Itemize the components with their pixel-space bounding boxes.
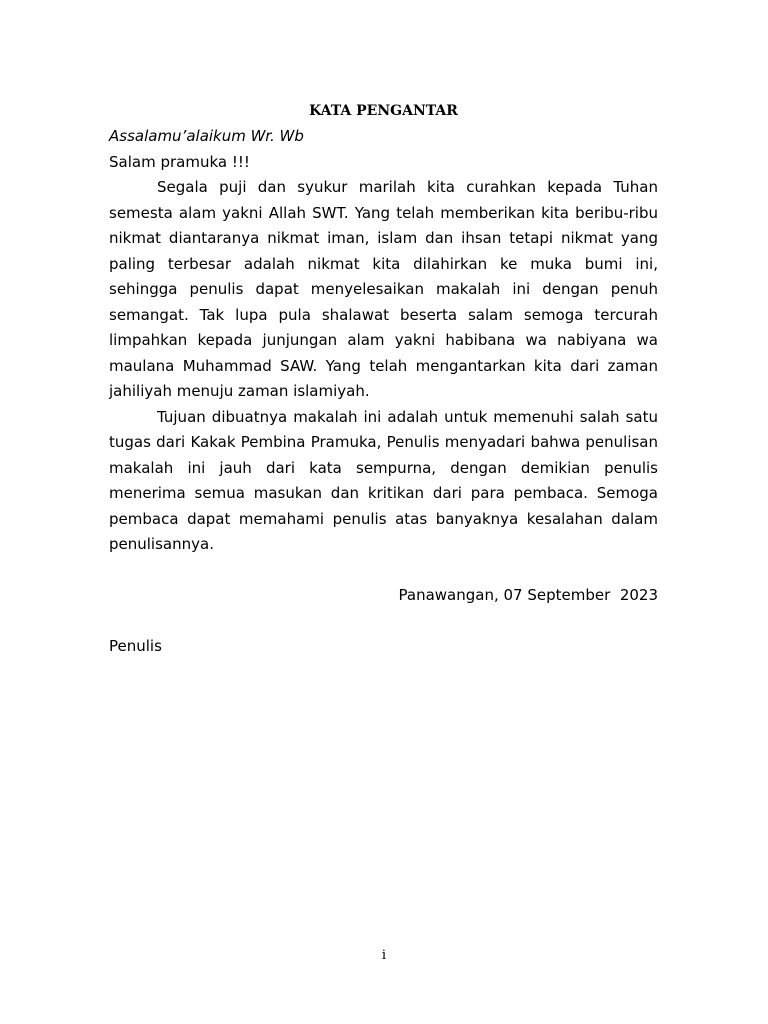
document-body — [109, 98, 658, 660]
paragraph-2: Tujuan dibuatnya makalah ini adalah untuk memenuhi salah satu tugas dari Kakak Pembina Pramuka, Penulis menyadari bahwa penulisan makalah ini jauh dari kata sempurna, dengan demikian penulis menerima semua masukan dan kritikan dari para pembaca. Semoga pembaca dapat memahami penulis atas banyaknya kesalahan dalam penulisannya. — [109, 407, 658, 553]
greeting: Assalamu’alaikum Wr. Wb — [109, 127, 304, 145]
signature: Penulis — [109, 637, 162, 655]
salutation: Salam pramuka !!! — [109, 152, 250, 171]
paragraph-1: Segala puji dan syukur marilah kita curahkan kepada Tuhan semesta alam yakni Allah SWT. Yang telah memberikan kita beribu-ribu nikmat diantaranya nikmat iman, islam dan ihsan tetapi nikmat yang paling terbesar adalah nikmat kita dilahirkan ke muka bumi ini, sehingga penulis dapat menyelesaikan makalah ini dengan penuh semangat. Tak lupa pula shalawat beserta salam semoga tercurah limpahkan kepada junjungan alam yakni habibana wa nabiyana wa maulana Muhammad SAW. Yang telah mengantarkan kita dari zaman jahiliyah menuju zaman islamiyah. — [109, 178, 658, 400]
page-number: i — [381, 948, 387, 963]
document-title: KATA PENGANTAR — [309, 103, 458, 119]
place-date: Panawangan, 07 September 2023 — [398, 585, 658, 604]
